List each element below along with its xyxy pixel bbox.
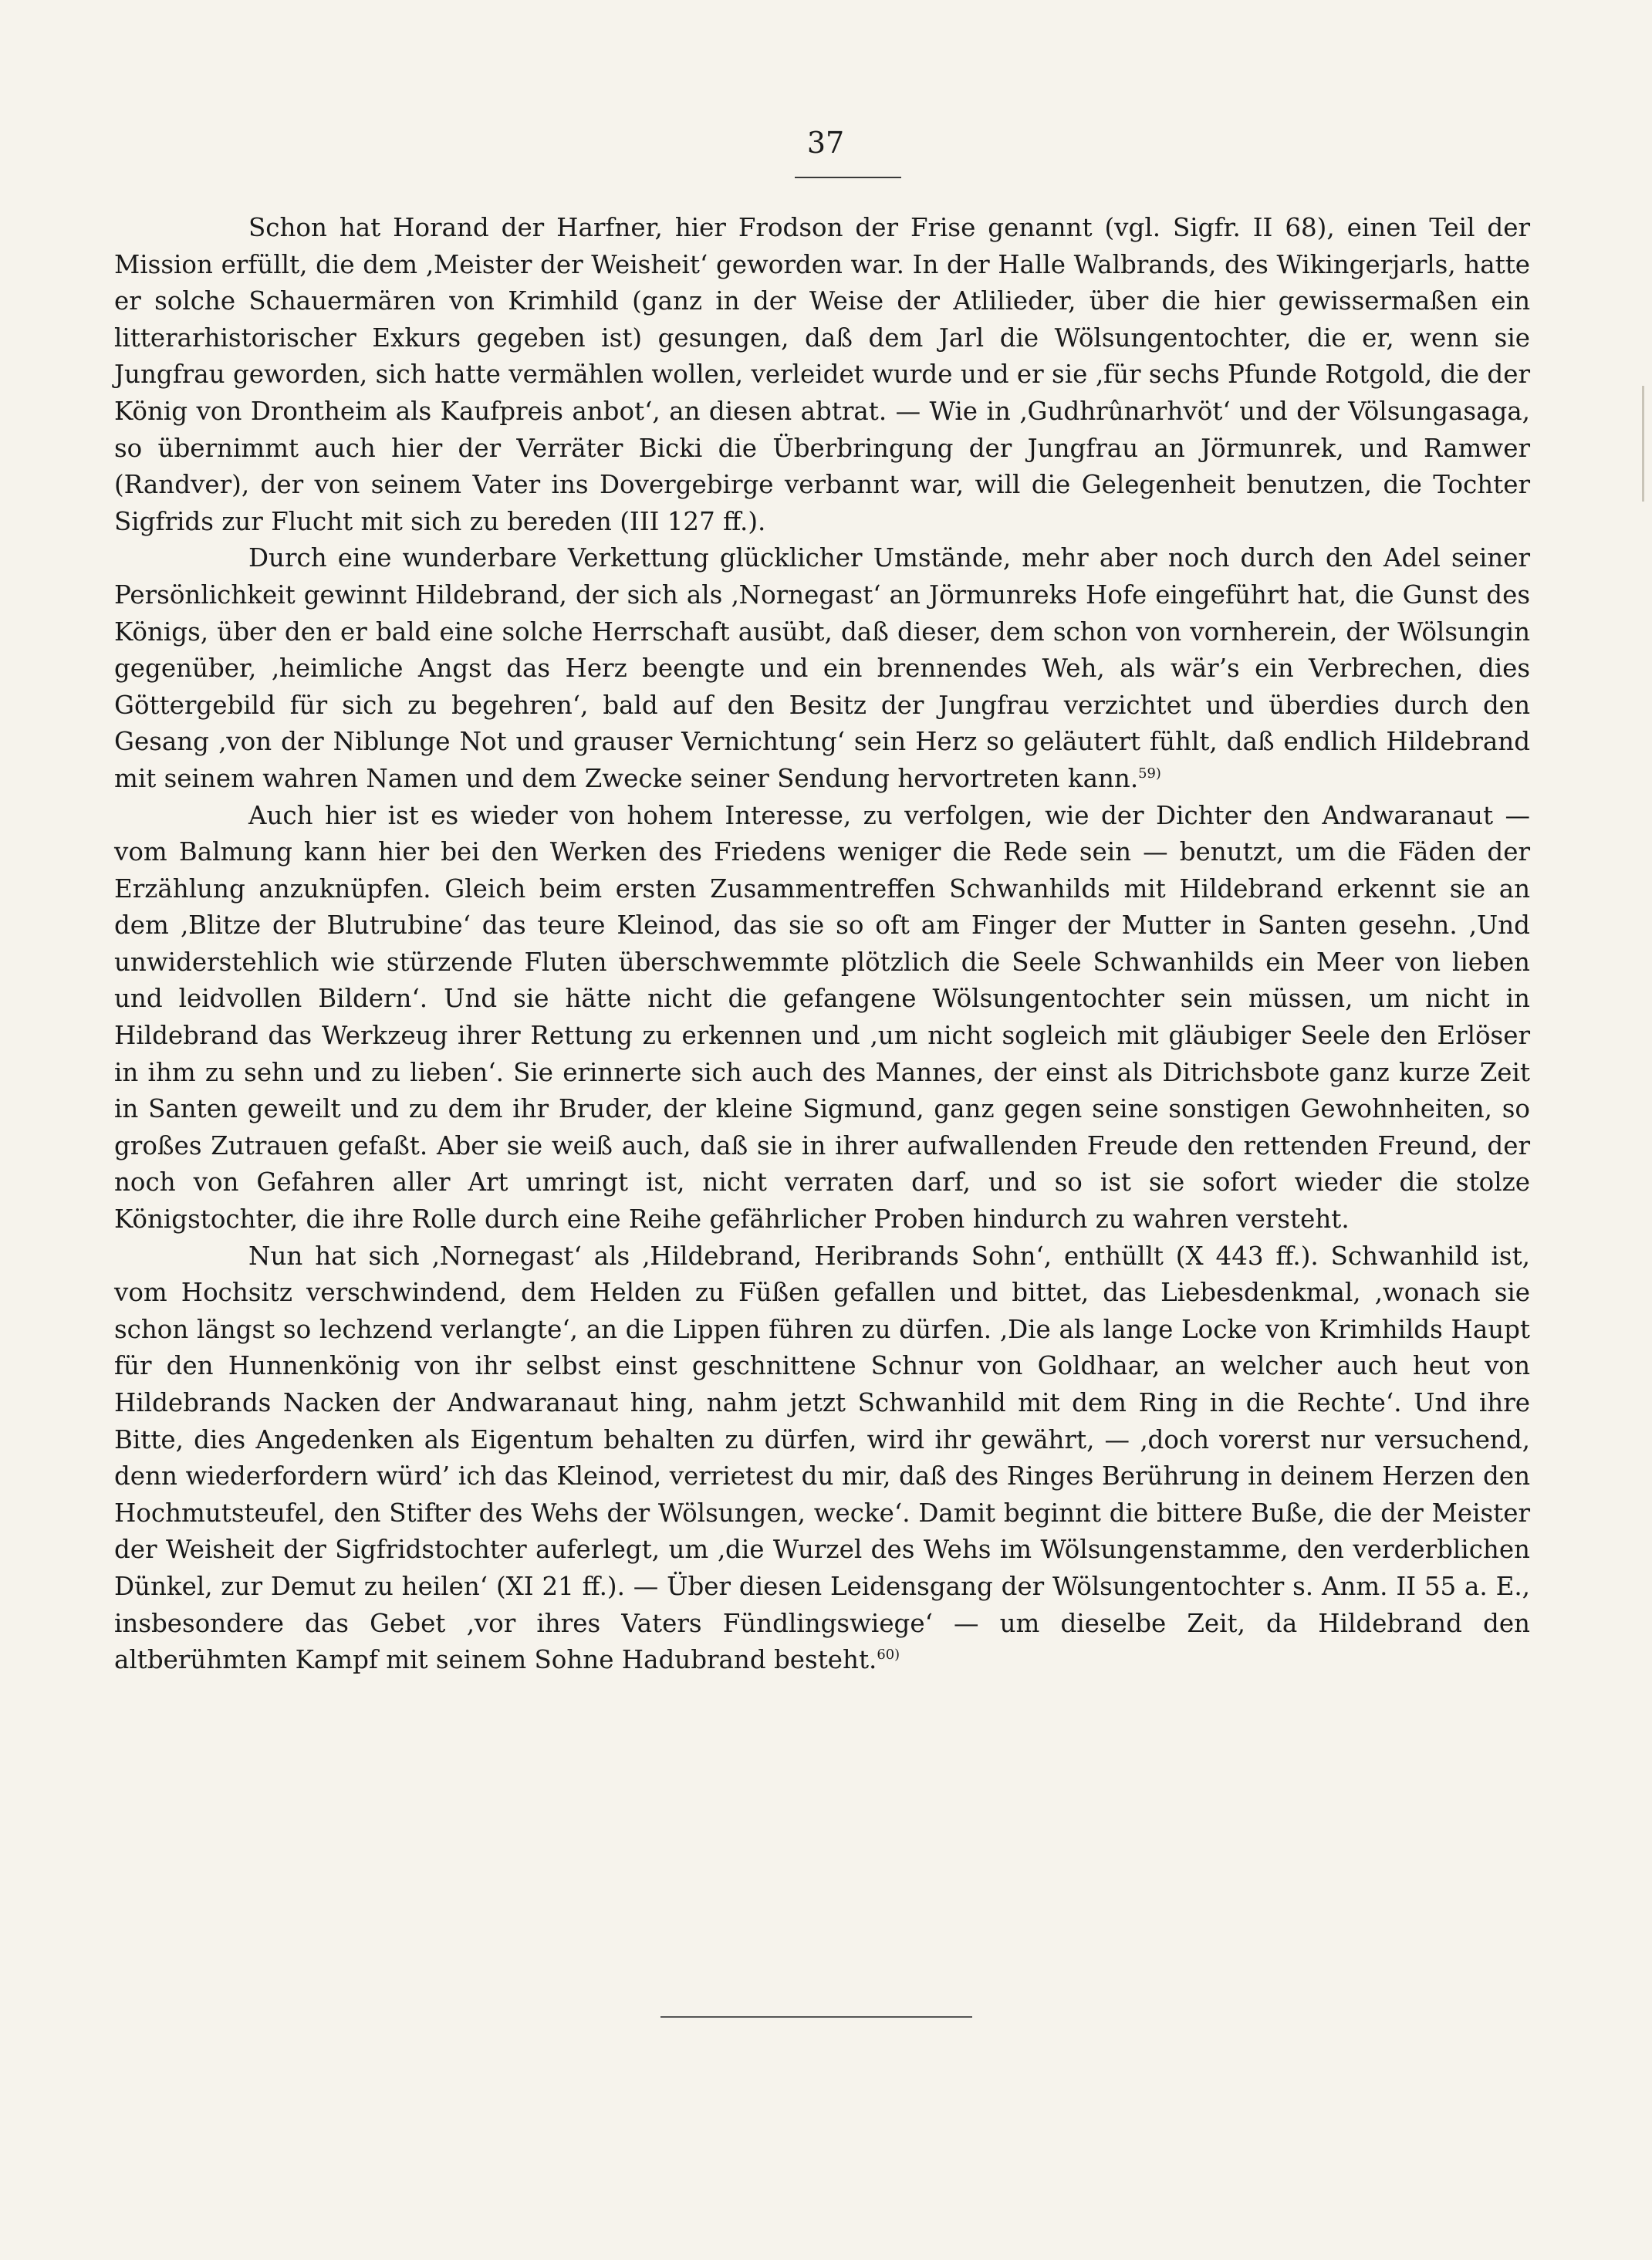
end-rule — [660, 2016, 972, 2018]
paragraph — [114, 1238, 1530, 1679]
page-number: 37 — [806, 126, 845, 160]
paragraph — [114, 540, 1530, 797]
paragraph — [114, 798, 1530, 1238]
paragraph-text: Durch eine wunderbare Verkettung glücklicher Umstände, mehr aber noch durch den Adel seiner Persönlichkeit gewinnt Hildebrand, der sich als ‚Nornegast‘ an Jörmunreks Hofe eingeführt hat, die Gunst des Königs, über den er bald eine solche Herrschaft ausübt, daß dieser, dem schon von vornherein, der Wölsungin gegenüber, ‚heimliche Angst das Herz beengte und ein brennendes Weh, als wär’s ein Verbrechen, dies Göttergebild für sich zu begehren‘, bald auf den Besitz der Jungfrau verzichtet und überdies durch den Gesang ‚von der Niblunge Not und grauser Vernichtung‘ sein Herz so geläutert fühlt, daß endlich Hildebrand mit seinem wahren Namen und dem Zwecke seiner Sendung hervortreten kann. — [114, 543, 1530, 793]
body-text — [114, 210, 1530, 1679]
page-edge-mark — [1642, 386, 1644, 502]
paragraph-text: Auch hier ist es wieder von hohem Interesse, zu verfolgen, wie der Dichter den Andwaranaut — vom Balmung kann hier bei den Werken des Friedens weniger die Rede sein — benutzt, um die Fäden der Erzählung anzuknüpfen. Gleich beim ersten Zusammentreffen Schwanhilds mit Hildebrand erkennt sie an dem ‚Blitze der Blutrubine‘ das teure Kleinod, das sie so oft am Finger der Mutter in Santen gesehn. ‚Und unwiderstehlich wie stürzende Fluten überschwemmte plötzlich die Seele Schwanhilds ein Meer von lieben und leidvollen Bildern‘. Und sie hätte nicht die gefangene Wölsungentochter sein müssen, um nicht in Hildebrand das Werkzeug ihrer Rettung zu erkennen und ‚um nicht sogleich mit gläubiger Seele den Erlöser in ihm zu sehn und zu lieben‘. Sie erinnerte sich auch des Mannes, der einst als Ditrichsbote ganz kurze Zeit in Santen geweilt und zu dem ihr Bruder, der kleine Sigmund, ganz gegen seine sonstigen Gewohnheiten, so großes Zutrauen gefaßt. Aber sie weiß auch, daß sie in ihrer aufwallenden Freude den rettenden Freund, der noch von Gefahren aller Art umringt ist, nicht verraten darf, und so ist sie sofort wieder die stolze Königstochter, die ihre Rolle durch eine Reihe gefährlicher Proben hindurch zu wahren versteht. — [114, 800, 1530, 1235]
footnote-ref: 60) — [877, 1647, 900, 1664]
paragraph-text: Schon hat Horand der Harfner, hier Frodson der Frise genannt (vgl. Sigfr. II 68), einen Teil der Mission erfüllt, die dem ‚Meister der Weisheit‘ geworden war. In der Halle Walbrands, des Wikingerjarls, hatte er solche Schauermären von Krimhild (ganz in der Weise der Atlilieder, über die hier gewissermaßen ein litterarhistorischer Exkurs gegeben ist) gesungen, daß dem Jarl die Wölsungentochter, die er, wenn sie Jungfrau geworden, sich hatte vermählen wollen, verleidet wurde und er sie ‚für sechs Pfunde Rotgold, die der König von Drontheim als Kaufpreis anbot‘, an diesen abtrat. — Wie in ‚Gudhrûnarhvöt‘ und der Völsungasaga, so übernimmt auch hier der Verräter Bicki die Überbringung der Jungfrau an Jörmunrek, und Ramwer (Randver), der von seinem Vater ins Dovergebirge verbannt war, will die Gelegenheit benutzen, die Tochter Sigfrids zur Flucht mit sich zu bereden (III 127 ff.). — [114, 213, 1530, 536]
footnote-ref: 59) — [1138, 765, 1161, 782]
page-number-rule — [795, 177, 901, 178]
paragraph — [114, 210, 1530, 540]
paragraph-text: Nun hat sich ‚Nornegast‘ als ‚Hildebrand, Heribrands Sohn‘, enthüllt (X 443 ff.). Schwanhild ist, vom Hochsitz verschwindend, dem Helden zu Füßen gefallen und bittet, das Liebesdenkmal, ‚wonach sie schon längst so lechzend verlangte‘, an die Lippen führen zu dürfen. ‚Die als lange Locke von Krimhilds Haupt für den Hunnenkönig von ihr selbst einst geschnittene Schnur von Goldhaar, an welcher auch heut von Hildebrands Nacken der Andwaranaut hing, nahm jetzt Schwanhild mit dem Ring in die Rechte‘. Und ihre Bitte, dies Angedenken als Eigentum behalten zu dürfen, wird ihr gewährt, — ‚doch vorerst nur versuchend, denn wiederfordern würd’ ich das Kleinod, verrietest du mir, daß des Ringes Berührung in deinem Herzen den Hochmutsteufel, den Stifter des Wehs der Wölsungen, wecke‘. Damit beginnt die bittere Buße, die der Meister der Weisheit der Sigfridstochter auferlegt, um ‚die Wurzel des Wehs im Wölsungenstamme, den verderblichen Dünkel, zur Demut zu heilen‘ (XI 21 ff.). — Über diesen Leidensgang der Wölsungentochter s. Anm. II 55 a. E., insbesondere das Gebet ‚vor ihres Vaters Fündlingswiege‘ — um dieselbe Zeit, da Hildebrand den altberühmten Kampf mit seinem Sohne Hadubrand besteht. — [114, 1241, 1530, 1675]
